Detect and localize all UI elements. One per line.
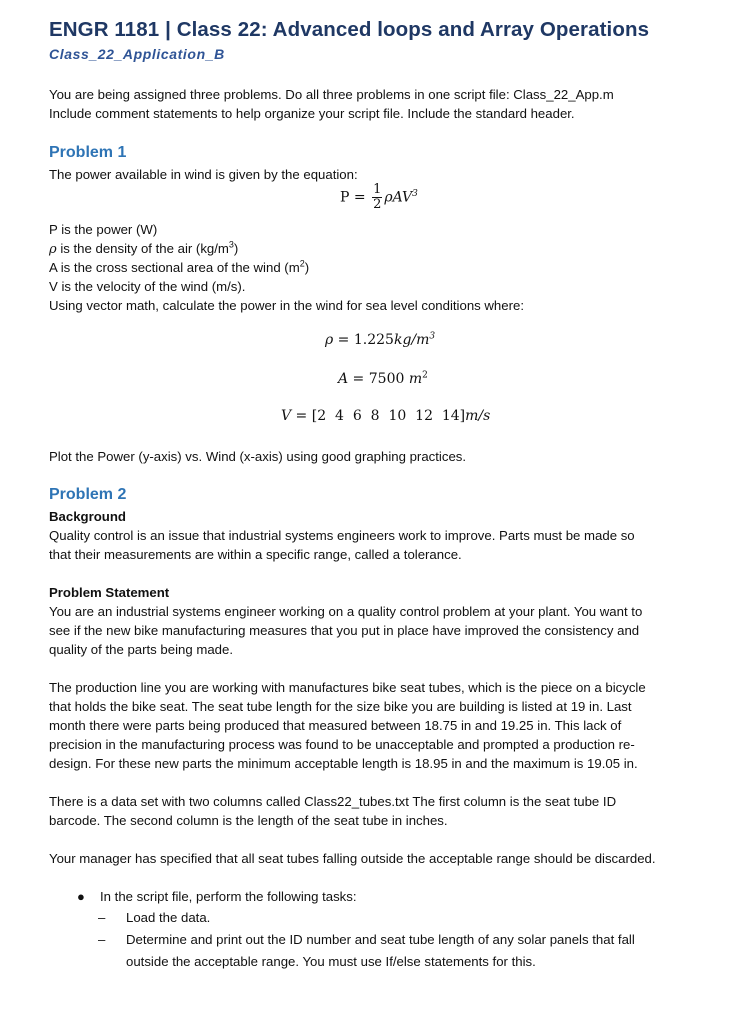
production-line-2: that holds the bike seat. The seat tube length for the size bike you are building is listed at 19 in. Last xyxy=(49,699,632,714)
problem-2-heading: Problem 2 xyxy=(49,486,127,503)
density-equation: $\rho = 1.225kg/m^3$ xyxy=(325,331,436,348)
production-line-1: The production line you are working with manufactures bike seat tubes, which is the piece on a bicycle xyxy=(49,680,646,695)
statement-line-1: You are an industrial systems engineer working on a quality control problem at your plant. You want to xyxy=(49,604,643,619)
background-line-2: that their measurements are within a specific range, called a tolerance. xyxy=(49,547,462,562)
problem-1-intro: The power available in wind is given by the equation: xyxy=(49,167,358,182)
dash-icon: – xyxy=(98,932,106,947)
power-equation: P = $\frac{1}{2}$ ρAV$^3$ xyxy=(340,182,418,212)
velocity-equation: V = [2 4 6 8 10 12 14]m/s xyxy=(281,408,491,424)
background-heading: Background xyxy=(49,509,126,524)
definition-density: ρ is the density of the air $(kg/m^3)$ xyxy=(49,239,239,257)
background-line-1: Quality control is an issue that industrial systems engineers work to improve. Parts must be made so xyxy=(49,528,635,543)
dataset-line-1: There is a data set with two columns called Class22_tubes.txt The first column is the seat tube ID xyxy=(49,794,617,809)
problem-1-heading: Problem 1 xyxy=(49,144,127,161)
dash-icon: – xyxy=(98,910,106,925)
plot-instruction: Plot the Power (y-axis) vs. Wind (x-axis) using good graphing practices. xyxy=(49,449,467,464)
intro-line-1: You are being assigned three problems. Do all three problems in one script file: Class_22_App.m xyxy=(49,87,614,102)
definition-area: A is the cross sectional area of the wind $(m^2)$ xyxy=(49,258,310,275)
statement-line-2: see if the new bike manufacturing measures that you put in place have improved the consistency and xyxy=(49,623,640,638)
statement-line-3: quality of the parts being made. xyxy=(49,642,234,657)
intro-line-2: Include comment statements to help organize your script file. Include the standard header. xyxy=(49,106,575,121)
area-equation: A = 7500 $m^2$ xyxy=(338,370,428,387)
manager-instruction: Your manager has specified that all seat tubes falling outside the acceptable range should be discarded. xyxy=(49,851,656,866)
production-line-4: precision in the manufacturing process was found to be unacceptable and prompted a production re- xyxy=(49,737,635,752)
dataset-line-2: barcode. The second column is the length of the seat tube in inches. xyxy=(49,813,448,828)
production-line-5: design. For these new parts the minimum acceptable length is 18.95 in and the maximum is 19.05 in. xyxy=(49,756,638,771)
definition-power: P is the power (W) xyxy=(49,222,158,237)
production-line-3: month there were parts being produced that measured between 18.75 in and 19.25 in. This lack of xyxy=(49,718,622,733)
definition-velocity: V is the velocity of the wind (m/s). xyxy=(49,279,246,294)
document-subtitle: Class_22_Application_B xyxy=(49,46,225,62)
bullet-dot-icon: ● xyxy=(77,889,85,904)
document-title: ENGR 1181 | Class 22: Advanced loops and Array Operations xyxy=(49,18,650,41)
problem-1-instruction: Using vector math, calculate the power in the wind for sea level conditions where: xyxy=(49,298,524,313)
one-half-fraction: $\frac{1}{2}$ xyxy=(373,182,382,212)
problem-statement-heading: Problem Statement xyxy=(49,585,170,600)
